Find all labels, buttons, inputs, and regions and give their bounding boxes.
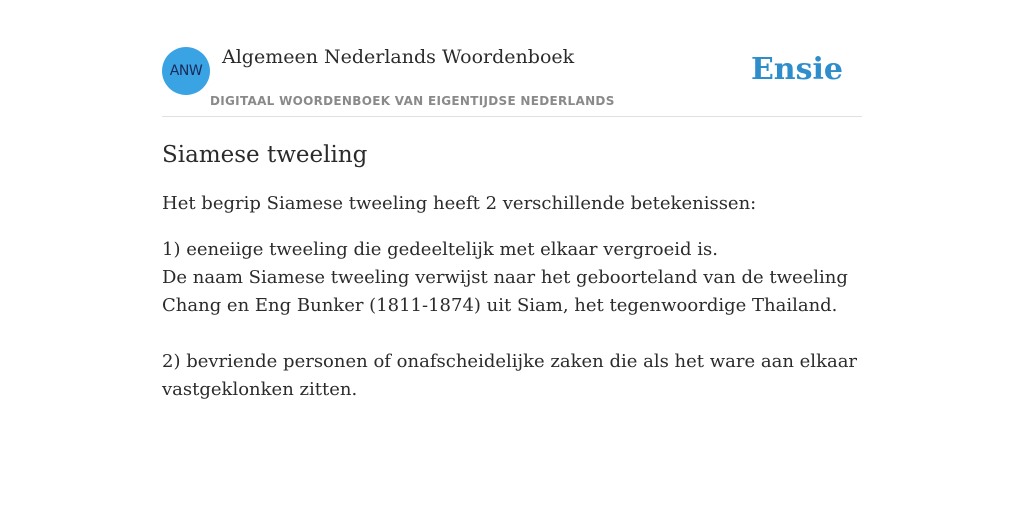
site-title[interactable]: Algemeen Nederlands Woordenboek [222, 46, 575, 68]
meaning-item [162, 348, 862, 404]
anw-logo[interactable]: ANW [162, 47, 210, 95]
meanings-list [162, 236, 862, 404]
meaning-item [162, 236, 862, 320]
entry-term: Siamese tweeling [162, 142, 368, 168]
site-subtitle: DIGITAAL WOORDENBOEK VAN EIGENTIJDSE NEDERLANDS [210, 94, 615, 108]
site-header [162, 46, 862, 117]
meaning-explanation: De naam Siamese tweeling verwijst naar het geboorteland van de tweeling Chang en Eng Bunker (1811-1874) uit Siam, het tegenwoordige Thailand. [162, 267, 848, 316]
meaning-definition: 2) bevriende personen of onafscheidelijke zaken die als het ware aan elkaar vastgeklonken zitten. [162, 351, 858, 400]
ensie-brand-logo[interactable]: Ensie [750, 52, 843, 87]
entry-intro: Het begrip Siamese tweeling heeft 2 verschillende betekenissen: [162, 193, 757, 214]
entry-content [162, 140, 862, 404]
meaning-definition: 1) eeneiige tweeling die gedeeltelijk met elkaar vergroeid is. [162, 239, 719, 260]
